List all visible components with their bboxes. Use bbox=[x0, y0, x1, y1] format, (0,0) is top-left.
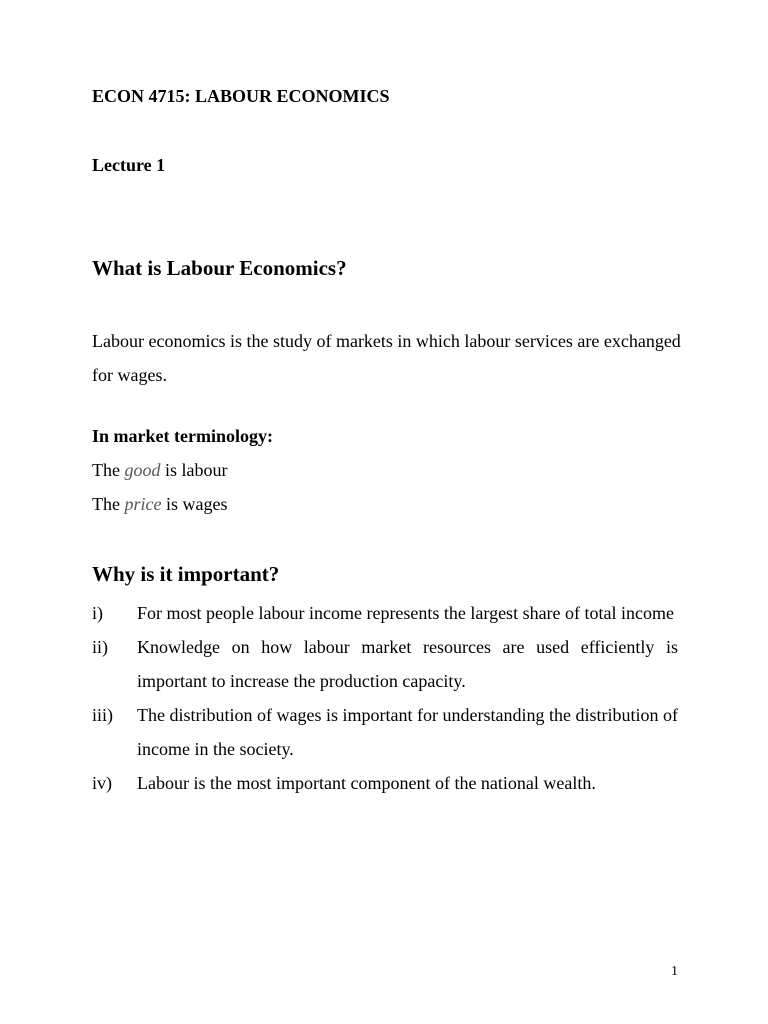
list-item bbox=[92, 698, 678, 766]
list-item bbox=[92, 766, 678, 800]
definition-text: Labour economics is the study of markets in which labour services are exchanged for wages. bbox=[92, 331, 681, 385]
list-item-number: iv) bbox=[92, 773, 112, 793]
list-item bbox=[92, 630, 678, 698]
list-item-text: Knowledge on how labour market resources are used efficiently is important to increase the production capacity. bbox=[137, 637, 678, 691]
section-heading-why-important: Why is it important? bbox=[92, 562, 280, 586]
term-line-good bbox=[92, 460, 227, 481]
lecture-label: Lecture 1 bbox=[92, 155, 166, 175]
list-item-text: Labour is the most important component of the national wealth. bbox=[137, 773, 596, 793]
course-title: ECON 4715: LABOUR ECONOMICS bbox=[92, 86, 390, 106]
list-item-number: iii) bbox=[92, 705, 113, 725]
page-number: 1 bbox=[671, 964, 678, 979]
importance-list bbox=[92, 596, 678, 800]
terminology-heading: In market terminology: bbox=[92, 426, 273, 446]
list-item-number: ii) bbox=[92, 637, 108, 657]
term-prefix: The bbox=[92, 494, 120, 514]
term-suffix: is labour bbox=[164, 460, 228, 480]
list-item-number: i) bbox=[92, 603, 103, 623]
term-word-good: good bbox=[124, 460, 161, 480]
term-line-price bbox=[92, 494, 227, 515]
list-item bbox=[92, 596, 678, 630]
definition-paragraph bbox=[92, 324, 682, 392]
list-item-text: The distribution of wages is important for understanding the distribution of income in the society. bbox=[137, 705, 678, 759]
list-item-text: For most people labour income represents the largest share of total income bbox=[137, 603, 675, 623]
term-suffix: is wages bbox=[165, 494, 228, 514]
term-prefix: The bbox=[92, 460, 120, 480]
term-word-price: price bbox=[124, 494, 162, 514]
section-heading-what-is: What is Labour Economics? bbox=[92, 256, 347, 280]
